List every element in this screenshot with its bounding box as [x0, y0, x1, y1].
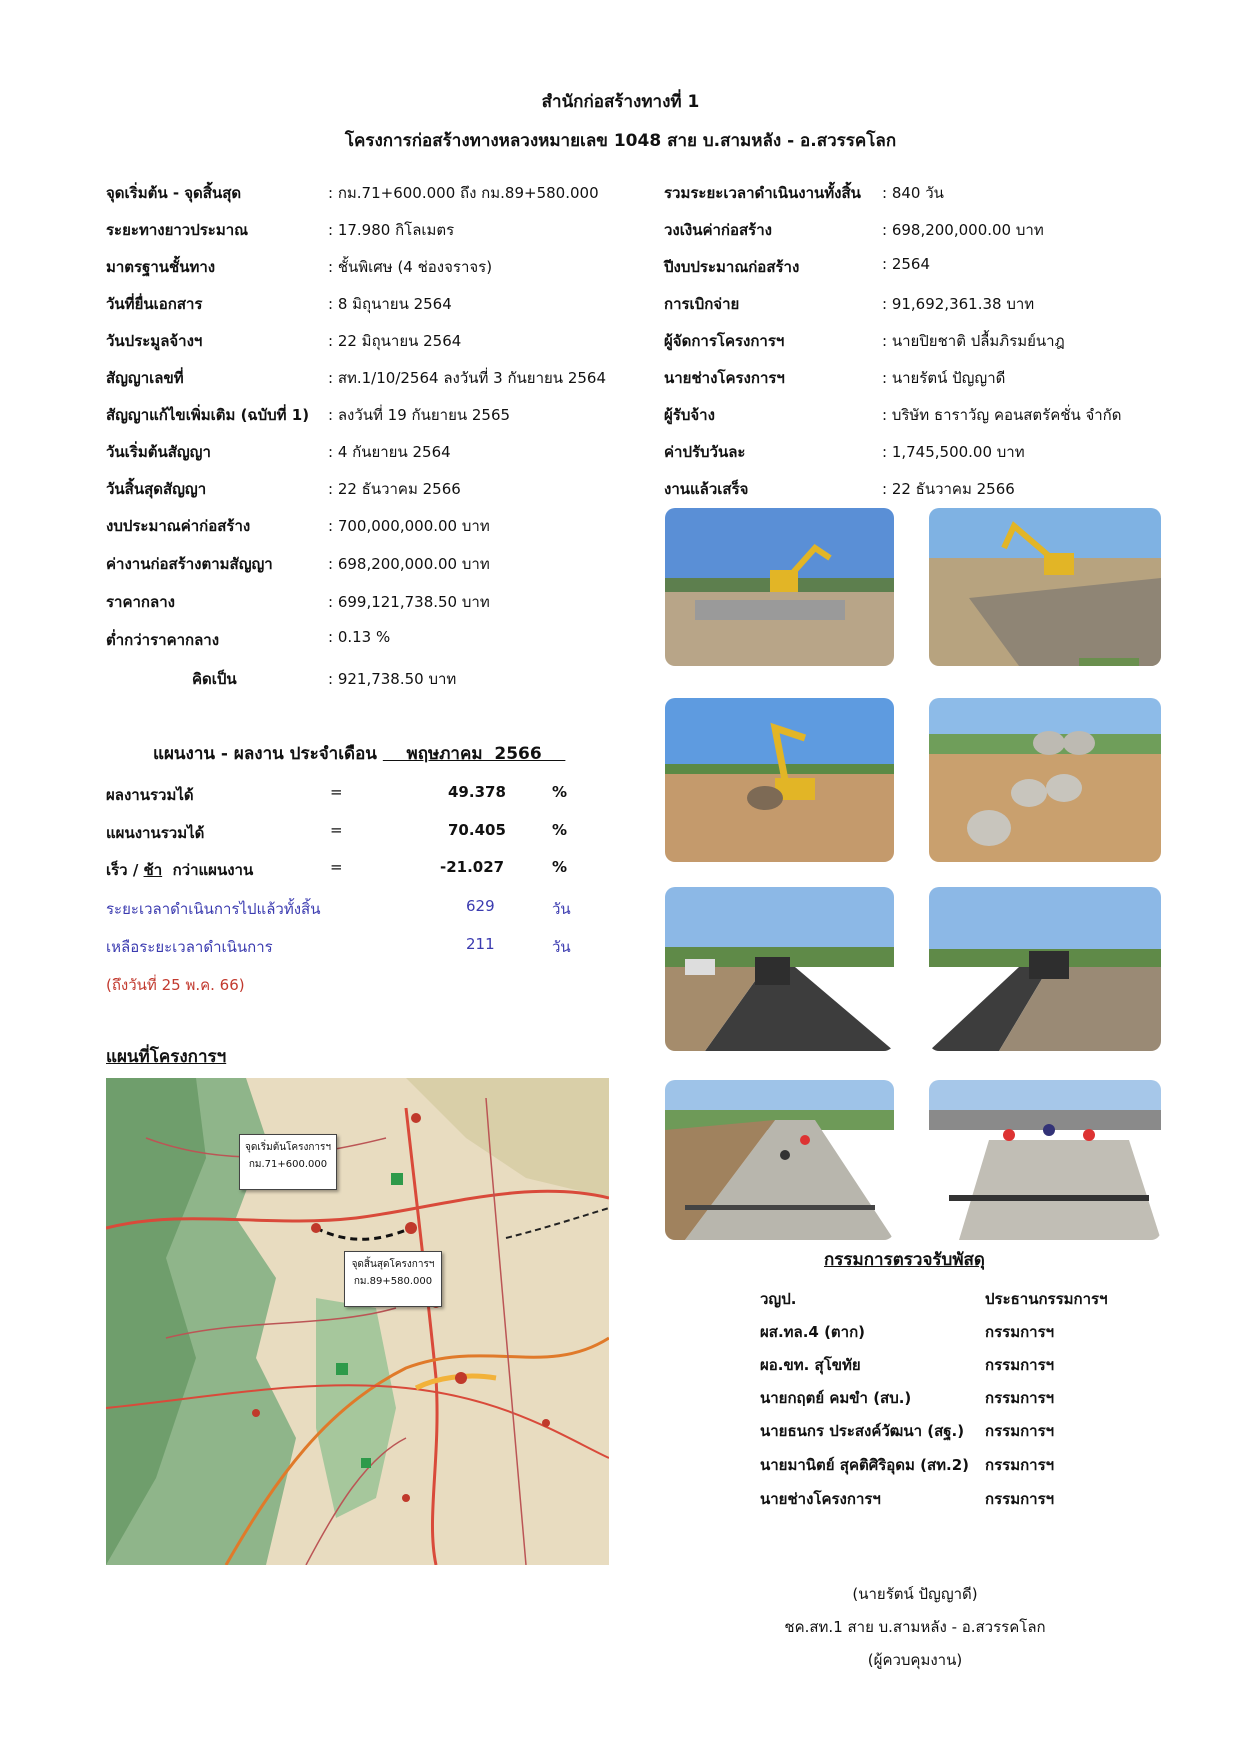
site-photo: [665, 698, 894, 862]
info-label: วันเริ่มต้นสัญญา: [106, 443, 211, 461]
remaining-unit: วัน: [552, 938, 571, 956]
info-label: คิดเป็น: [192, 670, 237, 688]
start-km: กม.71+600.000: [248, 1159, 328, 1170]
signature-role: (ผู้ควบคุมงาน): [867, 1651, 963, 1669]
committee-title: กรรมการตรวจรับพัสดุ: [824, 1250, 985, 1270]
as-of-date: (ถึงวันที่ 25 พ.ค. 66): [106, 976, 245, 994]
info-label: ผู้รับจ้าง: [664, 406, 715, 424]
info-value: : 698,200,000.00 บาท: [882, 221, 1044, 239]
info-value: : 1,745,500.00 บาท: [882, 443, 1025, 461]
info-value: : 8 มิถุนายน 2564: [328, 295, 452, 313]
committee-member-name: นายมานิตย์ สุคติศิริอุดม (สท.2): [760, 1456, 970, 1474]
info-value: : 4 กันยายน 2564: [328, 443, 451, 461]
committee-member-name: ผส.ทล.4 (ตาก): [760, 1323, 866, 1341]
map-title: แผนที่โครงการฯ: [106, 1047, 227, 1067]
info-label: มาตรฐานชั้นทาง: [106, 258, 216, 276]
info-value: : 921,738.50 บาท: [328, 670, 457, 688]
info-value: : นายรัตน์ ปัญญาดี: [882, 369, 1006, 387]
info-value: : 22 มิถุนายน 2564: [328, 332, 462, 350]
info-value: : 700,000,000.00 บาท: [328, 517, 490, 535]
committee-member-name: วญป.: [760, 1290, 797, 1308]
site-photo: [665, 508, 894, 666]
progress-title: [153, 740, 565, 767]
info-value: : 840 วัน: [882, 184, 944, 202]
remaining-label: เหลือระยะเวลาดำเนินการ: [106, 938, 273, 956]
than-plan-label: กว่าแผนงาน: [162, 861, 254, 879]
map-image: [106, 1078, 609, 1565]
info-label: ปีงบประมาณก่อสร้าง: [664, 258, 800, 276]
info-label: ระยะทางยาวประมาณ: [106, 221, 249, 239]
info-value: : ชั้นพิเศษ (4 ช่องจราจร): [328, 258, 493, 276]
site-photo: [929, 698, 1161, 862]
elapsed-label: ระยะเวลาดำเนินการไปแล้วทั้งสิ้น: [106, 900, 321, 918]
progress-value: 70.405: [448, 821, 506, 839]
info-label: ต่ำกว่าราคากลาง: [106, 631, 220, 649]
site-photo: [929, 887, 1161, 1051]
project-title: โครงการก่อสร้างทางหลวงหมายเลข 1048 สาย บ.สามหลัง - อ.สวรรคโลก: [344, 131, 897, 151]
info-label: นายช่างโครงการฯ: [664, 369, 785, 387]
progress-eq: =: [330, 858, 343, 876]
excavator-pipe-photo: [665, 698, 894, 862]
info-label: สัญญาเลขที่: [106, 369, 184, 387]
info-value: : 22 ธันวาคม 2566: [882, 480, 1015, 498]
info-label: วันที่ยื่นเอกสาร: [106, 295, 203, 313]
concrete-finishing-photo: [929, 1080, 1161, 1240]
signature-name: (นายรัตน์ ปัญญาดี): [852, 1585, 978, 1603]
info-label: ค่าปรับวันละ: [664, 443, 746, 461]
map-start-callout: [239, 1134, 337, 1190]
committee-member-role: กรรมการฯ: [985, 1389, 1055, 1407]
end-km: กม.89+580.000: [353, 1276, 433, 1287]
committee-member-role: กรรมการฯ: [985, 1490, 1055, 1508]
info-label: งานแล้วเสร็จ: [664, 480, 749, 498]
progress-eq: =: [330, 783, 343, 801]
project-map: [106, 1078, 609, 1565]
info-value: : บริษัท ธาราวัญ คอนสตรัคชั่น จำกัด: [882, 406, 1122, 424]
info-label: รวมระยะเวลาดำเนินงานทั้งสิ้น: [664, 184, 861, 202]
signature-position: ชค.สท.1 สาย บ.สามหลัง - อ.สวรรคโลก: [784, 1618, 1046, 1636]
info-label: วันประมูลจ้างฯ: [106, 332, 203, 350]
info-label: ผู้จัดการโครงการฯ: [664, 332, 785, 350]
progress-unit: %: [552, 821, 568, 839]
info-label: ราคากลาง: [106, 593, 175, 611]
excavator-demolition-photo: [929, 508, 1161, 666]
progress-unit: %: [552, 783, 568, 801]
office-title: สำนักก่อสร้างทางที่ 1: [541, 92, 700, 112]
committee-member-name: ผอ.ขท. สุโขทัย: [760, 1356, 861, 1374]
end-label: จุดสิ้นสุดโครงการฯ: [351, 1259, 435, 1270]
info-value: : นายปิยชาติ ปลื้มภิรมย์นาฎ: [882, 332, 1065, 350]
progress-value: 49.378: [448, 783, 506, 801]
map-end-callout: [344, 1251, 442, 1307]
info-value: : 17.980 กิโลเมตร: [328, 221, 455, 239]
committee-member-name: นายช่างโครงการฯ: [760, 1490, 881, 1508]
fast-label: เร็ว /: [106, 861, 144, 879]
info-label: จุดเริ่มต้น - จุดสิ้นสุด: [106, 184, 242, 202]
concrete-pipes-photo: [929, 698, 1161, 862]
info-value: : 91,692,361.38 บาท: [882, 295, 1035, 313]
elapsed-unit: วัน: [552, 900, 571, 918]
info-value: : 22 ธันวาคม 2566: [328, 480, 461, 498]
info-label: ค่างานก่อสร้างตามสัญญา: [106, 555, 273, 573]
info-value: : 0.13 %: [328, 628, 391, 646]
progress-eq: =: [330, 821, 343, 839]
excavator-bridge-photo: [665, 508, 894, 666]
remaining-value: 211: [466, 935, 495, 953]
committee-member-role: ประธานกรรมการฯ: [985, 1290, 1108, 1308]
committee-member-name: นายกฤตย์ คมขำ (สบ.): [760, 1389, 912, 1407]
elapsed-value: 629: [466, 897, 495, 915]
site-photo: [929, 1080, 1161, 1240]
progress-unit: %: [552, 858, 568, 876]
committee-member-role: กรรมการฯ: [985, 1323, 1055, 1341]
progress-label: แผนงานรวมได้: [106, 824, 205, 842]
info-label: การเบิกจ่าย: [664, 295, 740, 313]
committee-member-role: กรรมการฯ: [985, 1356, 1055, 1374]
info-value: : 699,121,738.50 บาท: [328, 593, 490, 611]
committee-member-role: กรรมการฯ: [985, 1456, 1055, 1474]
info-label: วงเงินค่าก่อสร้าง: [664, 221, 772, 239]
progress-value: -21.027: [440, 858, 505, 876]
paving-road-photo: [665, 887, 894, 1051]
committee-member-role: กรรมการฯ: [985, 1422, 1055, 1440]
concrete-pouring-photo: [665, 1080, 894, 1240]
milling-road-photo: [929, 887, 1161, 1051]
start-label: จุดเริ่มต้นโครงการฯ: [244, 1142, 332, 1153]
progress-label-fast-slow: [106, 858, 253, 882]
site-photo: [665, 887, 894, 1051]
info-value: : ลงวันที่ 19 กันยายน 2565: [328, 406, 511, 424]
info-value: : 2564: [882, 255, 930, 273]
site-photo: [665, 1080, 894, 1240]
info-value: : กม.71+600.000 ถึง กม.89+580.000: [328, 184, 599, 202]
progress-month: พฤษภาคม 2566: [382, 744, 566, 764]
slow-label: ช้า: [143, 861, 163, 879]
info-label: วันสิ้นสุดสัญญา: [106, 480, 207, 498]
progress-title-text: แผนงาน - ผลงาน ประจำเดือน: [153, 744, 377, 764]
site-photo: [929, 508, 1161, 666]
committee-member-name: นายธนกร ประสงค์วัฒนา (สฐ.): [760, 1422, 965, 1440]
info-value: : 698,200,000.00 บาท: [328, 555, 490, 573]
progress-label: ผลงานรวมได้: [106, 786, 194, 804]
info-value: : สท.1/10/2564 ลงวันที่ 3 กันยายน 2564: [328, 369, 607, 387]
info-label: สัญญาแก้ไขเพิ่มเติม (ฉบับที่ 1): [106, 406, 310, 424]
info-label: งบประมาณค่าก่อสร้าง: [106, 517, 251, 535]
